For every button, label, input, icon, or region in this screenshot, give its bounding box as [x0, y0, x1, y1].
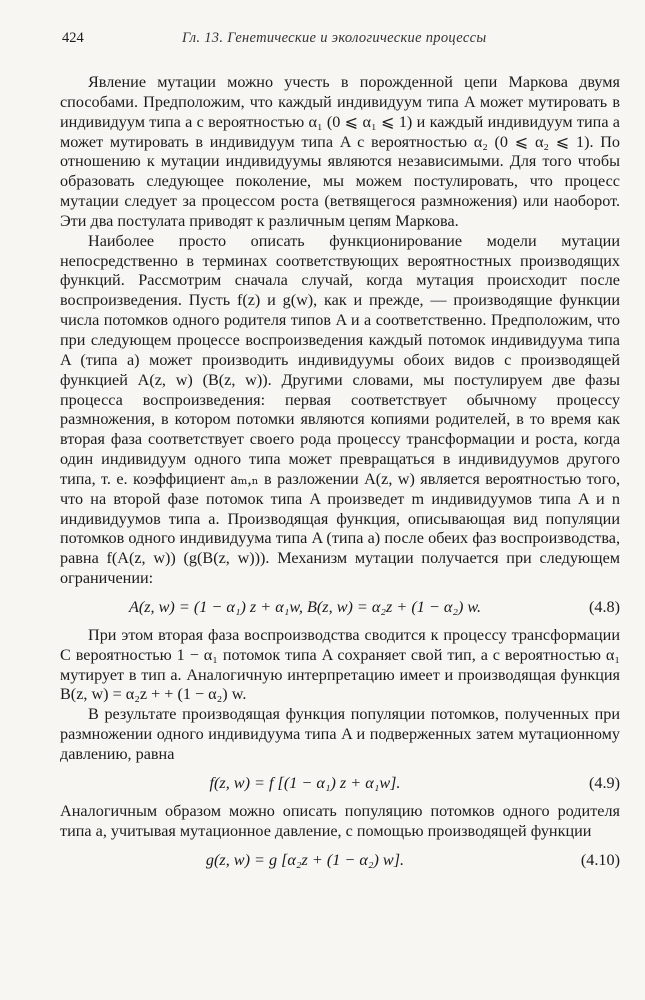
equation-formula: A(z, w) = (1 − α₁) z + α₁w, B(z, w) = α₂z + (1 − α₂) w. [128, 597, 482, 616]
paragraph-analogous: Аналогичным образом можно описать популяцию потомков одного родителя типа a, учитывая мутационное давление, с помощью производящей функции [60, 801, 620, 840]
equation-formula: f(z, w) = f [(1 − α₁) z + α₁w]. [209, 773, 401, 792]
page-header [62, 30, 617, 54]
equation-4-8 [60, 595, 620, 620]
paragraph-generating-functions: Наиболее просто описать функционирование модели мутации непосредственно в терминах соответствующих вероятностных производящих функций. Рассмотрим сначала случай, когда мутация происходит после воспроизведения. Пусть f(z) и g(w), как и прежде, — производящие функции числа потомков одного родителя типов A и a соответственно. Предположим, что при следующем процессе воспроизведения каждый потомок индивидуума типа A (типа a) может производить индивидуумы обоих видов с производящей функцией A(z, w) (B(z, w)). Другими словами, мы постулируем две фазы процесса воспроизведения: первая соответствует обычному процессу размножения, в котором потомки являются копиями родителей, в то время как вторая фаза соответствует своего рода процессу трансформации и роста, когда один индивидуум одного типа может превращаться в индивидуумов другого типа, т. е. коэффициент aₘ,ₙ в разложении A(z, w) является вероятностью того, что на второй фазе потомок типа A произведет m индивидуумов типа A и n индивидуумов типа a. Производящая функция, описывающая вид популяции потомков одного индивидуума типа A (типа a) после обеих фаз воспроизводства, равна f(A(z, w)) (g(B(z, w))). Механизм мутации получается при следующем ограничении: [60, 231, 620, 588]
paragraph-second-phase: При этом вторая фаза воспроизводства сводится к процессу трансформации C вероятностью 1 − α₁ потомок типа A сохраняет свой тип, а с вероятностью α₁ мутирует в тип a. Аналогичную интерпретацию имеет и производящая функция B(z, w) = α₂z + + (1 − α₂) w. [60, 625, 620, 704]
equation-number: (4.10) [580, 850, 620, 869]
paragraph-mutation-intro: Явление мутации можно учесть в порожденной цепи Маркова двумя способами. Предположим, что каждый индивидуум типа A может мутировать в индивидуум типа a с вероятностью α₁ (0 ⩽ α₁ ⩽ 1) и каждый индивидуум типа a может мутировать в индивидуум типа A с вероятностью α₂ (0 ⩽ α₂ ⩽ 1). По отношению к мутации индивидуумы являются независимыми. Для того чтобы образовать следующее поколение, мы можем постулировать, что процесс мутации следует за процессом роста (ветвящегося размножения) или наоборот. Эти два постулата приводят к различным цепям Маркова. [60, 73, 620, 230]
paragraph-result: В результате производящая функция популяции потомков, полученных при размножении одного индивидуума типа A и подверженных затем мутационному давлению, равна [60, 705, 620, 763]
running-head: Гл. 13. Генетические и экологические процессы [182, 30, 487, 46]
equation-number: (4.9) [588, 773, 620, 792]
equation-4-9 [60, 771, 620, 796]
equation-formula: g(z, w) = g [α₂z + (1 − α₂) w]. [205, 850, 405, 869]
page-number: 424 [62, 30, 84, 46]
equation-4-10 [60, 848, 620, 873]
equation-number: (4.8) [588, 597, 620, 616]
body-text [60, 73, 620, 879]
